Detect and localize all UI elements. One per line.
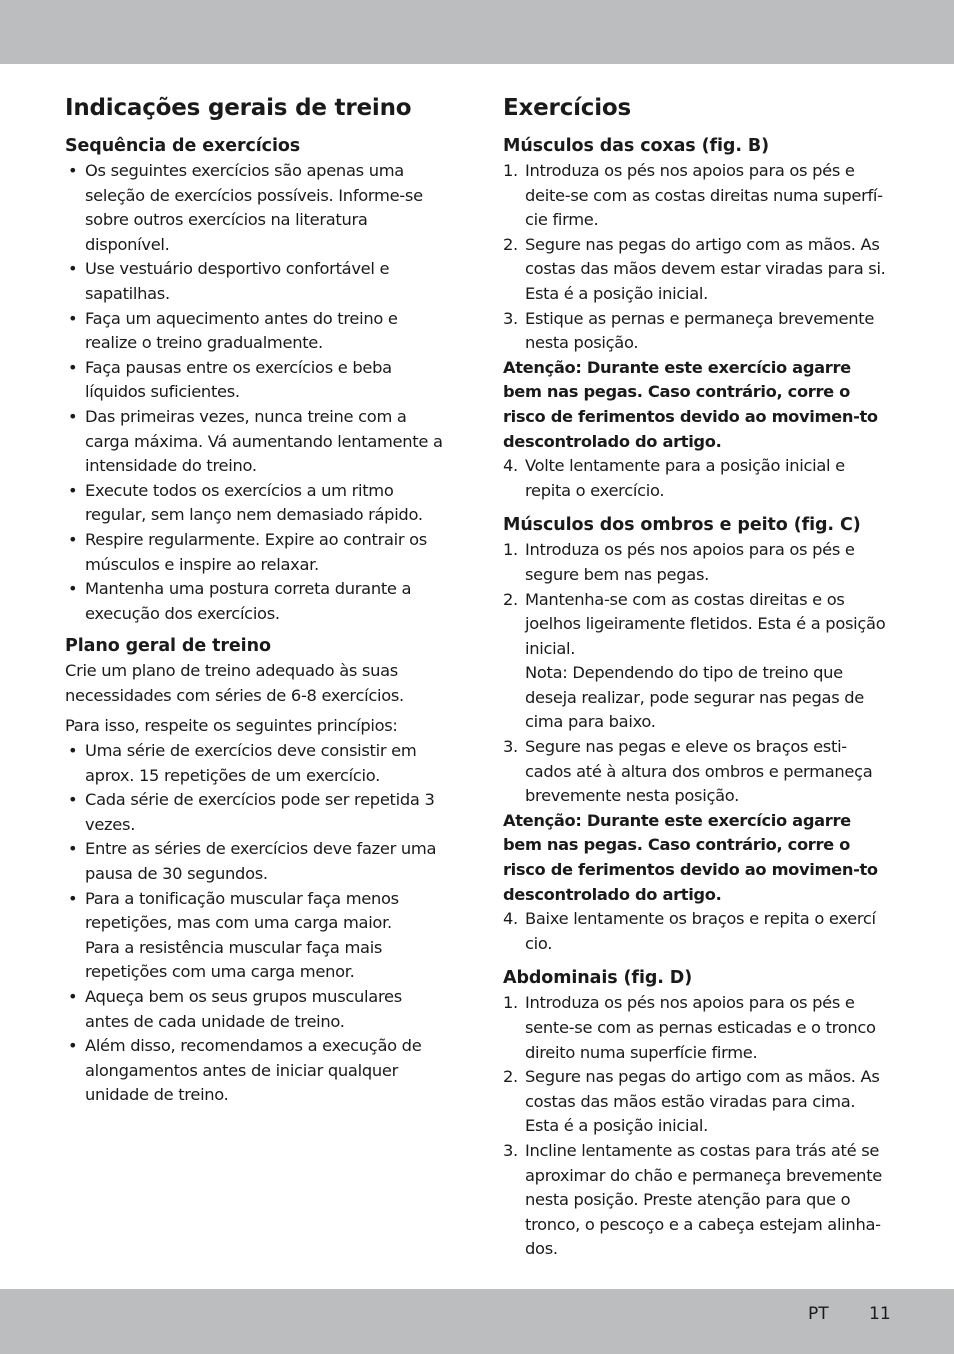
- left-column: [65, 92, 450, 1108]
- step-item: [503, 991, 891, 1065]
- step-text: Segure nas pegas do artigo com as mãos. As costas das mãos estão viradas para cima. Esta é a posição inicial.: [525, 1067, 880, 1136]
- list-item: • Os seguintes exercícios são apenas uma seleção de exercícios possíveis. Informe-se sobre outros exercícios na literatura disponível.: [65, 159, 450, 257]
- step-number: 1.: [503, 540, 518, 560]
- list-item: • Além disso, recomendamos a execução de alongamentos antes de iniciar qualquer unidade de treino.: [65, 1034, 450, 1108]
- step-item: [503, 735, 891, 809]
- step-note: Nota: Dependendo do tipo de treino que deseja realizar, pode segurar nas pegas de cima para baixo.: [525, 663, 865, 732]
- footer-language: PT: [808, 1304, 829, 1324]
- page-number: 11: [869, 1304, 891, 1324]
- step-item: [503, 307, 891, 356]
- section-title-exercises: Exercícios: [503, 95, 632, 121]
- step-text: Volte lentamente para a posição inicial e repita o exercício.: [525, 456, 845, 500]
- step-item: [503, 588, 891, 736]
- list-item: • Use vestuário desportivo confortável e sapatilhas.: [65, 257, 450, 306]
- warning-text: Atenção: Durante este exercício agarre bem nas pegas. Caso contrário, corre o risco de ferimentos devido ao movimen-to descontrolado do artigo.: [503, 357, 878, 451]
- step-item: [503, 159, 891, 233]
- step-text: Introduza os pés nos apoios para os pés e deite-se com as costas direitas numa superfí-cie firme.: [525, 161, 883, 230]
- sequence-list: [65, 159, 450, 626]
- step-text: Baixe lentamente os braços e repita o exercí cio.: [525, 909, 876, 953]
- heading-shoulder-chest: Músculos dos ombros e peito (fig. C): [503, 515, 861, 536]
- list-item: • Aqueça bem os seus grupos musculares antes de cada unidade de treino.: [65, 985, 450, 1034]
- list-item: • Uma série de exercícios deve consistir em aprox. 15 repetições de um exercício.: [65, 739, 450, 788]
- step-text: Segure nas pegas e eleve os braços esti-cados até à altura dos ombros e permaneça brevemente nesta posição.: [525, 737, 873, 806]
- right-column: [503, 92, 891, 1262]
- step-number: 3.: [503, 737, 518, 757]
- plan-intro: Crie um plano de treino adequado às suas necessidades com séries de 6-8 exercícios.: [65, 661, 404, 705]
- list-item-note: Para a resistência muscular faça mais repetições com uma carga menor.: [85, 937, 383, 982]
- warning-text: Atenção: Durante este exercício agarre bem nas pegas. Caso contrário, corre o risco de ferimentos devido ao movimen-to descontrolado do artigo.: [503, 810, 878, 904]
- step-number: 2.: [503, 1067, 518, 1087]
- plan-principles: Para isso, respeite os seguintes princípios:: [65, 716, 398, 736]
- step-text: Introduza os pés nos apoios para os pés e sente-se com as pernas esticadas e o tronco direito numa superfície firme.: [525, 993, 876, 1062]
- step-number: 1.: [503, 161, 518, 180]
- list-item: • Entre as séries de exercícios deve fazer uma pausa de 30 segundos.: [65, 837, 450, 886]
- heading-exercise-sequence: Sequência de exercícios: [65, 136, 301, 156]
- principles-list: [65, 739, 450, 1108]
- step-number: 3.: [503, 308, 518, 328]
- step-item: [503, 1065, 891, 1139]
- step-text: Incline lentamente as costas para trás até se aproximar do chão e permaneça brevemente nesta posição. Preste atenção para que o tronco, o pescoço e a cabeça estejam alinha-dos.: [525, 1140, 882, 1259]
- step-number: 2.: [503, 589, 518, 609]
- step-number: 3.: [503, 1140, 518, 1160]
- abdominal-steps: [503, 991, 891, 1262]
- list-item-text: Para a tonificação muscular faça menos repetições, mas com uma carga maior.: [85, 888, 399, 933]
- step-item: [503, 454, 891, 503]
- list-item: [65, 887, 450, 985]
- list-item: • Das primeiras vezes, nunca treine com a carga máxima. Vá aumentando lentamente a intensidade do treino.: [65, 405, 450, 479]
- step-item: [503, 1139, 891, 1262]
- step-number: 4.: [503, 909, 518, 929]
- step-text: Mantenha-se com as costas direitas e os joelhos ligeiramente fletidos. Esta é a posição inicial.: [525, 589, 886, 658]
- heading-training-plan: Plano geral de treino: [65, 636, 271, 657]
- list-item: • Cada série de exercícios pode ser repetida 3 vezes.: [65, 788, 450, 837]
- list-item: • Mantenha uma postura correta durante a execução dos exercícios.: [65, 577, 450, 626]
- step-text: Estique as pernas e permaneça brevemente nesta posição.: [525, 308, 875, 353]
- thigh-steps: [503, 159, 891, 356]
- section-title-training: Indicações gerais de treino: [65, 95, 412, 121]
- step-item: [503, 538, 891, 587]
- list-item: • Faça um aquecimento antes do treino e realize o treino gradualmente.: [65, 307, 450, 356]
- step-item: [503, 233, 891, 307]
- heading-thigh-muscles: Músculos das coxas (fig. B): [503, 136, 770, 156]
- step-number: 4.: [503, 456, 518, 476]
- shoulder-steps-continued: [503, 907, 891, 956]
- heading-abdominals: Abdominais (fig. D): [503, 968, 693, 989]
- step-item: [503, 907, 891, 956]
- header-band: [0, 0, 954, 64]
- step-number: 1.: [503, 993, 518, 1013]
- step-text: Introduza os pés nos apoios para os pés e segure bem nas pegas.: [525, 540, 855, 584]
- list-item: • Respire regularmente. Expire ao contrair os músculos e inspire ao relaxar.: [65, 528, 450, 577]
- list-item: • Execute todos os exercícios a um ritmo regular, sem lanço nem demasiado rápido.: [65, 479, 450, 528]
- list-item: • Faça pausas entre os exercícios e beba líquidos suficientes.: [65, 356, 450, 405]
- shoulder-steps: [503, 538, 891, 809]
- step-number: 2.: [503, 234, 518, 254]
- thigh-steps-continued: [503, 454, 891, 503]
- step-text: Segure nas pegas do artigo com as mãos. As costas das mãos devem estar viradas para si. Esta é a posição inicial.: [525, 234, 886, 303]
